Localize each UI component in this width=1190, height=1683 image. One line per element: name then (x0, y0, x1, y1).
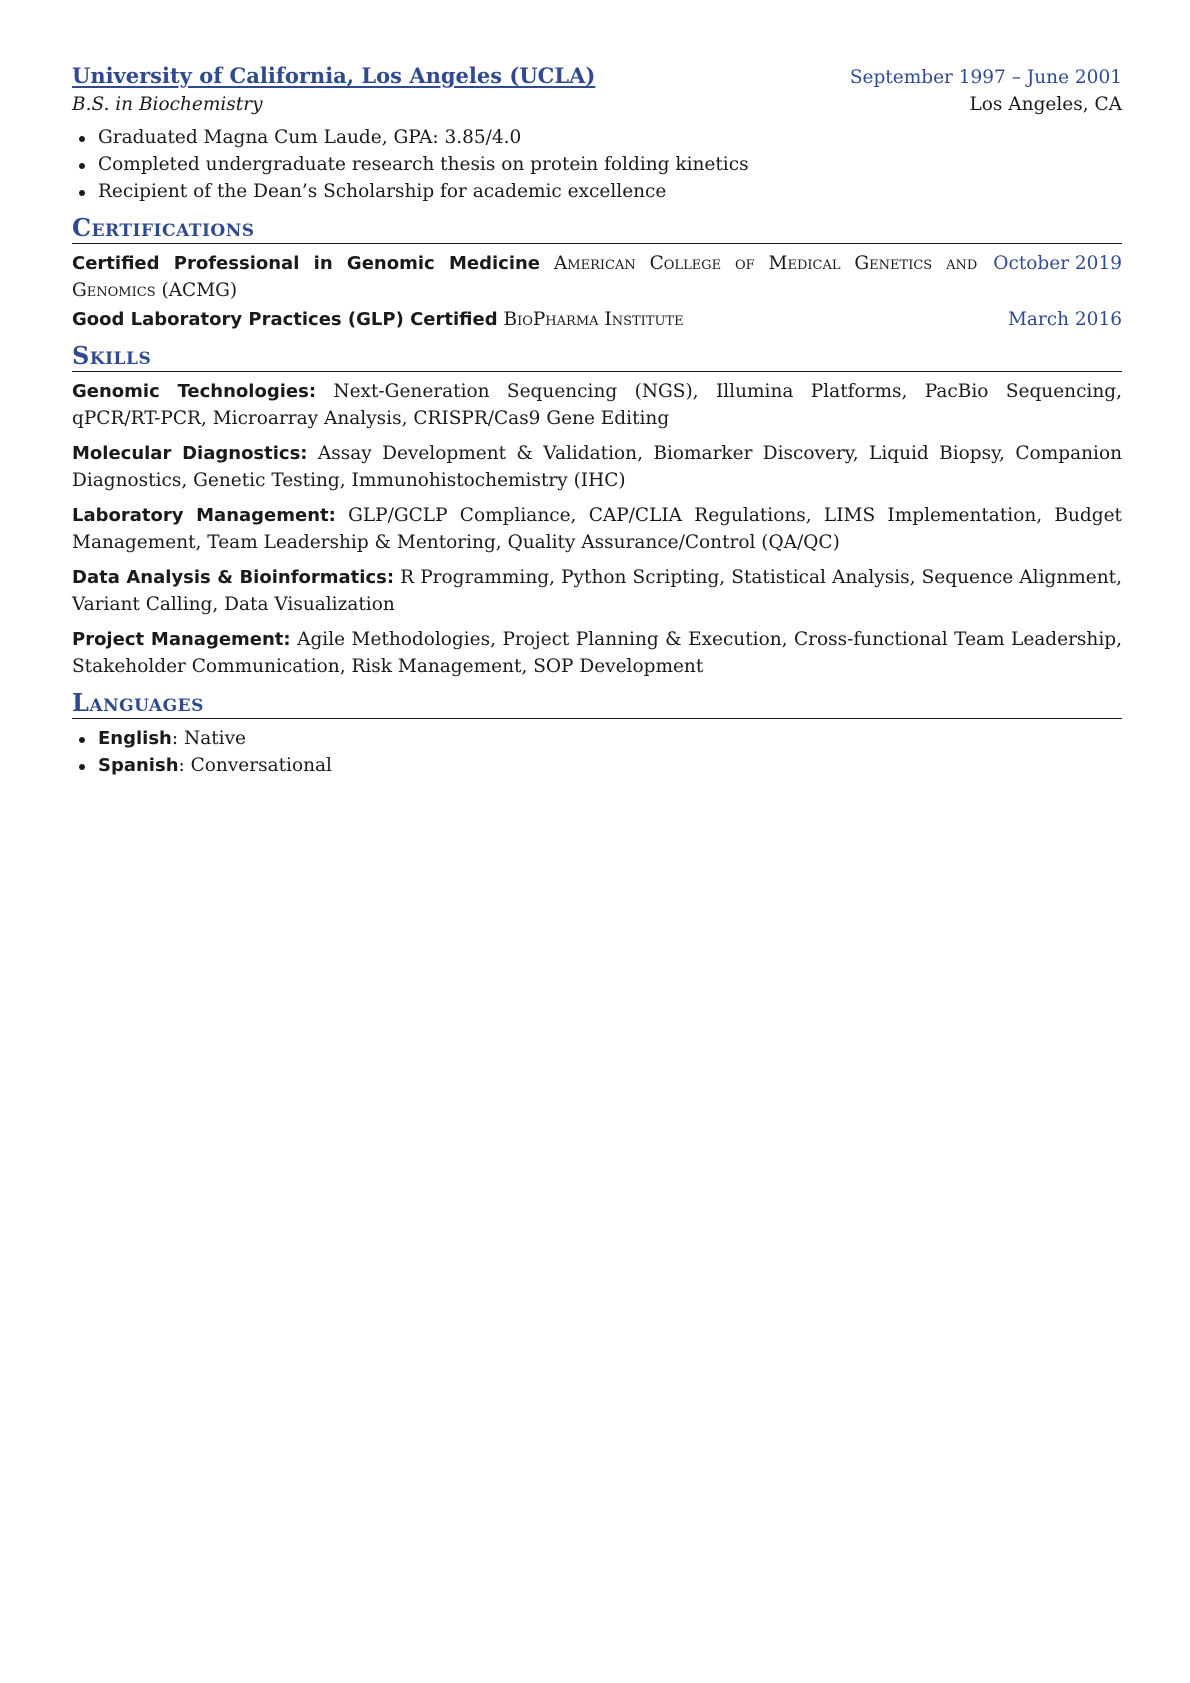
list-item: English: Native (72, 725, 1122, 752)
certification-entry (72, 250, 1122, 304)
degree: B.S. in Biochemistry (72, 94, 263, 115)
certification-text (72, 306, 1008, 333)
certification-date: October 2019 (993, 253, 1122, 274)
certification-name: Good Laboratory Practices (GLP) Certified (72, 309, 498, 330)
languages-list (72, 725, 1122, 779)
certification-org: American College of Medical Genetics and Genomics (ACMG) (72, 253, 978, 301)
certification-entry (72, 306, 1122, 333)
certification-text (72, 250, 993, 304)
certification-date: March 2016 (1007, 309, 1122, 330)
institution-name[interactable]: University of California, Los Angeles (UCLA) (72, 63, 596, 88)
skill-label: Laboratory Management: (72, 505, 336, 526)
skill-entry (72, 502, 1122, 556)
education-location: Los Angeles, CA (969, 94, 1122, 115)
certification-org: BioPharma Institute (503, 309, 684, 330)
skill-entry (72, 378, 1122, 432)
list-item: Completed undergraduate research thesis on protein folding kinetics (72, 151, 1122, 178)
skill-text: Next-Generation Sequencing (NGS), Illumina Platforms, PacBio Sequencing, qPCR/RT-PCR, Microarray Analysis, CRISPR/Cas9 Gene Editing (72, 381, 1122, 429)
list-item: Graduated Magna Cum Laude, GPA: 3.85/4.0 (72, 124, 1122, 151)
skill-label: Project Management: (72, 629, 291, 650)
certification-name: Certified Professional in Genomic Medicine (72, 253, 541, 274)
skill-entry (72, 440, 1122, 494)
skill-label: Molecular Diagnostics: (72, 443, 308, 464)
list-item: Spanish: Conversational (72, 752, 1122, 779)
section-title-certifications: Certifications (72, 213, 1122, 244)
language-level: Conversational (190, 755, 332, 776)
skill-text: Agile Methodologies, Project Planning & Execution, Cross-functional Team Leadership, Stakeholder Communication, Risk Management, SOP Development (72, 629, 1122, 677)
skill-text: Assay Development & Validation, Biomarker Discovery, Liquid Biopsy, Companion Diagnostics, Genetic Testing, Immunohistochemistry (IHC) (72, 443, 1122, 491)
skill-label: Data Analysis & Bioinformatics: (72, 567, 395, 588)
skill-entry (72, 564, 1122, 618)
education-bullets (72, 124, 1122, 205)
skill-text: GLP/GCLP Compliance, CAP/CLIA Regulations, LIMS Implementation, Budget Management, Team Leadership & Mentoring, Quality Assurance/Control (QA/QC) (72, 505, 1122, 553)
education-dates: September 1997 – June 2001 (849, 67, 1122, 88)
education-header-row (72, 62, 1122, 91)
resume-page (72, 62, 1122, 779)
section-title-skills: Skills (72, 341, 1122, 372)
education-subheader-row (72, 91, 1122, 118)
list-item: Recipient of the Dean’s Scholarship for academic excellence (72, 178, 1122, 205)
skill-text: R Programming, Python Scripting, Statistical Analysis, Sequence Alignment, Variant Calling, Data Visualization (72, 567, 1122, 615)
skills-list (72, 378, 1122, 680)
language-level: Native (184, 728, 246, 749)
skill-label: Genomic Technologies: (72, 381, 317, 402)
language-name: English (98, 728, 172, 749)
section-title-languages: Languages (72, 688, 1122, 719)
education-entry (72, 62, 1122, 205)
skill-entry (72, 626, 1122, 680)
language-name: Spanish (98, 755, 179, 776)
